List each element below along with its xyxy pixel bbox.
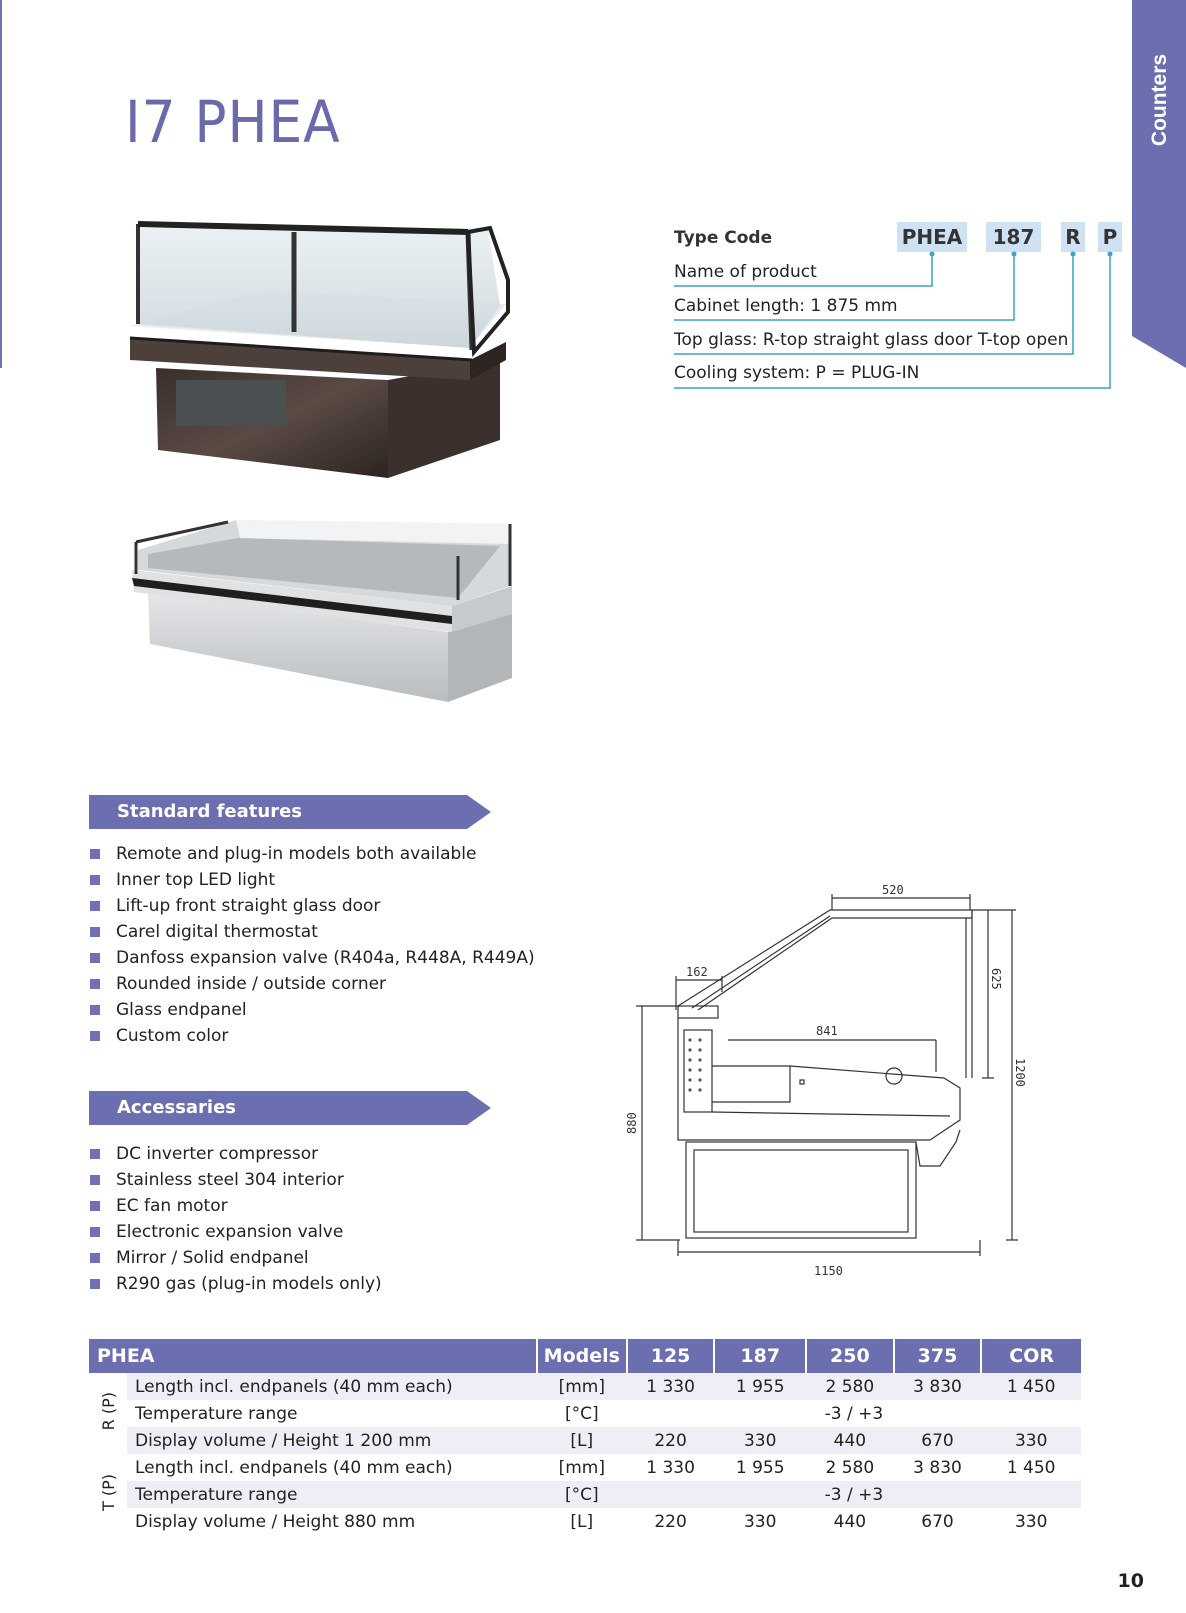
- dim-841: 841: [816, 1024, 838, 1038]
- type-code-line-top-glass: Top glass: R-top straight glass door T-top open: [674, 330, 1069, 350]
- group-label-t: T (P): [98, 1473, 118, 1511]
- list-item: Glass endpanel: [90, 997, 535, 1023]
- accessories-title: Accessaries: [117, 1097, 237, 1118]
- type-code-line-name: Name of product: [674, 262, 817, 282]
- dim-880: 880: [625, 1112, 639, 1134]
- list-item: Custom color: [90, 1023, 535, 1049]
- header-cor: COR: [981, 1339, 1081, 1373]
- type-code-length: 187: [986, 222, 1041, 252]
- list-item: Rounded inside / outside corner: [90, 971, 535, 997]
- list-item: R290 gas (plug-in models only): [90, 1271, 382, 1297]
- list-item: Carel digital thermostat: [90, 919, 535, 945]
- table-row: Temperature range [°C] -3 / +3: [135, 1403, 884, 1424]
- header-125: 125: [627, 1339, 715, 1373]
- table-row: T (P) Length incl. endpanels (40 mm each) [mm] 1 330 1 955 2 580 3 830 1 450: [89, 1454, 1081, 1481]
- standard-features-list: [90, 841, 535, 1049]
- product-photo-t-top: [128, 520, 528, 724]
- header-375: 375: [894, 1339, 982, 1373]
- accessories-header: [89, 1091, 491, 1125]
- table-header-row: [89, 1339, 1081, 1373]
- group-label-r: R (P): [98, 1391, 118, 1431]
- type-code-top-glass: R: [1061, 222, 1085, 252]
- table-row: Display volume / Height 1 200 mm [L] 220 330 440 670 330: [89, 1427, 1081, 1454]
- technical-drawing: [620, 880, 1040, 1300]
- list-item: Remote and plug-in models both available: [90, 841, 535, 867]
- accessories-list: [90, 1141, 382, 1297]
- type-code-line-cooling: Cooling system: P = PLUG-IN: [674, 363, 920, 383]
- table-row: R (P) Length incl. endpanels (40 mm each) [mm] 1 330 1 955 2 580 3 830 1 450: [89, 1373, 1081, 1400]
- type-code-cooling: P: [1098, 222, 1122, 252]
- list-item: Inner top LED light: [90, 867, 535, 893]
- dim-1150: 1150: [814, 1264, 843, 1278]
- header-250: 250: [806, 1339, 894, 1373]
- spec-table: [89, 1339, 1081, 1535]
- header-models: Models: [537, 1339, 627, 1373]
- table-row: Display volume / Height 880 mm [L] 220 330 440 670 330: [135, 1511, 1048, 1532]
- side-tab-label: Counters: [1148, 53, 1171, 147]
- type-code-product: PHEA: [897, 222, 967, 252]
- list-item: Mirror / Solid endpanel: [90, 1245, 382, 1271]
- list-item: DC inverter compressor: [90, 1141, 382, 1167]
- list-item: Electronic expansion valve: [90, 1219, 382, 1245]
- dim-625: 625: [989, 968, 1003, 990]
- dim-162: 162: [686, 965, 708, 979]
- list-item: Danfoss expansion valve (R404a, R448A, R449A): [90, 945, 535, 971]
- page-title: I7 PHEA: [125, 88, 341, 156]
- list-item: Lift-up front straight glass door: [90, 893, 535, 919]
- header-187: 187: [714, 1339, 806, 1373]
- table-row: Temperature range [°C] -3 / +3: [89, 1481, 1081, 1508]
- standard-features-title: Standard features: [117, 801, 302, 822]
- list-item: EC fan motor: [90, 1193, 382, 1219]
- type-code-line-length: Cabinet length: 1 875 mm: [674, 296, 898, 316]
- list-item: Stainless steel 304 interior: [90, 1167, 382, 1193]
- dim-1200: 1200: [1013, 1058, 1027, 1087]
- dim-520: 520: [882, 883, 904, 897]
- standard-features-header: [89, 795, 491, 829]
- type-code-title: Type Code: [674, 228, 773, 248]
- header-phea: PHEA: [89, 1339, 537, 1373]
- page-number: 10: [1117, 1570, 1144, 1592]
